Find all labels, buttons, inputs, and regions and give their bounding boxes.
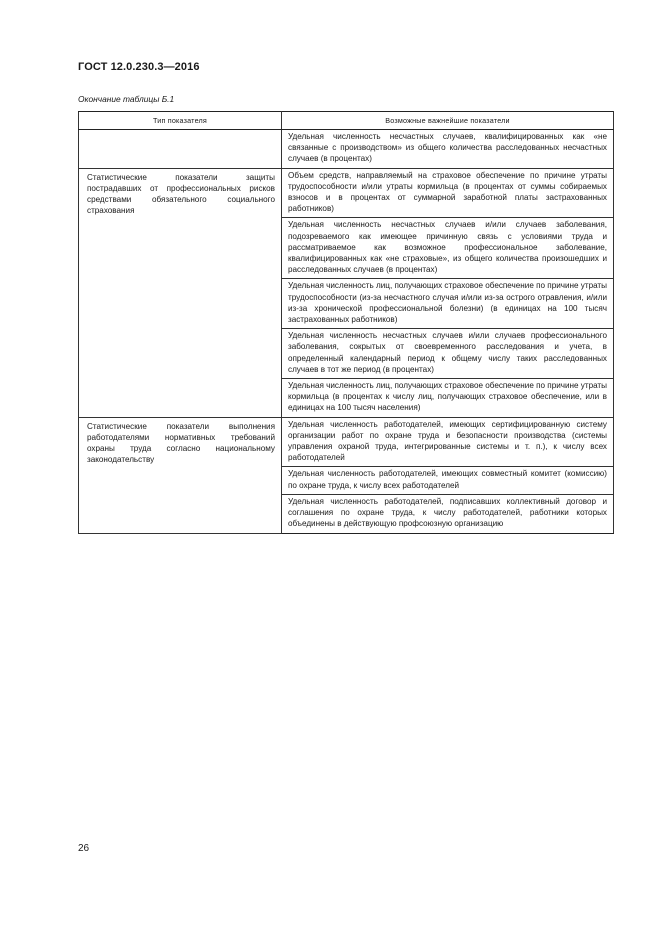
indicator-cell: Удельная численность лиц, получающих страховое обеспечение по причине утраты трудоспособности (из-за несчастного случая и/или из-за острого отравления, и/или из-за хронической профессиональной болезни) (в единицах на 100 тысяч застрахованных работников): [282, 279, 614, 329]
indicators-table: [78, 111, 614, 534]
indicator-cell: Удельная численность работодателей, подписавших коллективный договор и соглашения по охране труда, к числу работодателей, работники которых объединены в действующую профсоюзную организацию: [282, 494, 614, 533]
table-row: [79, 130, 614, 169]
column-header-type: Тип показателя: [79, 112, 282, 130]
indicator-cell: Объем средств, направляемый на страховое обеспечение по причине утраты трудоспособности и/или утраты кормильца (в процентах от суммы собираемых взносов и в процентах от суммарной заработной платы застрахованных работников): [282, 168, 614, 218]
indicator-cell: Удельная численность работодателей, имеющих сертифицированную систему организации работ по охране труда и безопасности производства (системы управления охраной труда, интегрированные системы и т. п.), к числу всех работодателей: [282, 417, 614, 467]
indicator-type-cell: [79, 130, 282, 169]
table-caption: Окончание таблицы Б.1: [78, 94, 175, 104]
indicator-type-cell: Статистические показатели выполнения работодателями нормативных требований охраны труда согласно национальному законодательству: [79, 417, 282, 533]
indicator-cell: Удельная численность работодателей, имеющих совместный комитет (комиссию) по охране труда, к числу всех работодателей: [282, 467, 614, 494]
table-row: [79, 168, 614, 218]
standard-designation: ГОСТ 12.0.230.3—2016: [78, 61, 200, 73]
indicator-cell: Удельная численность несчастных случаев, квалифицированных как «не связанные с производством» из общего количества расследованных несчастных случаев (в процентах): [282, 130, 614, 169]
indicator-type-cell: Статистические показатели защиты пострадавших от профессиональных рисков средствами обязательного социального страхования: [79, 168, 282, 417]
column-header-indicators: Возможные важнейшие показатели: [282, 112, 614, 130]
table-header-row: [79, 112, 614, 130]
indicator-cell: Удельная численность лиц, получающих страховое обеспечение по причине утраты кормильца (в процентах к числу лиц, получающих страховое обеспечение, или в единицах на 100 тысяч населения): [282, 379, 614, 418]
indicator-cell: Удельная численность несчастных случаев и/или случаев заболевания, подозреваемого как имеющее причинную связь с условиями труда и рассматриваемое как возможное профессиональное заболевание, квалифицированных как «не страховые», из общего количества произошедших и расследованных случаев (в процентах): [282, 218, 614, 279]
page-number: 26: [78, 843, 90, 854]
indicator-cell: Удельная численность несчастных случаев и/или случаев профессионального заболевания, сокрытых от своевременного расследования и учета, в определенный календарный период к общему числу таких расследованных случаев в тот же период (в процентах): [282, 329, 614, 379]
table-row: [79, 417, 614, 467]
